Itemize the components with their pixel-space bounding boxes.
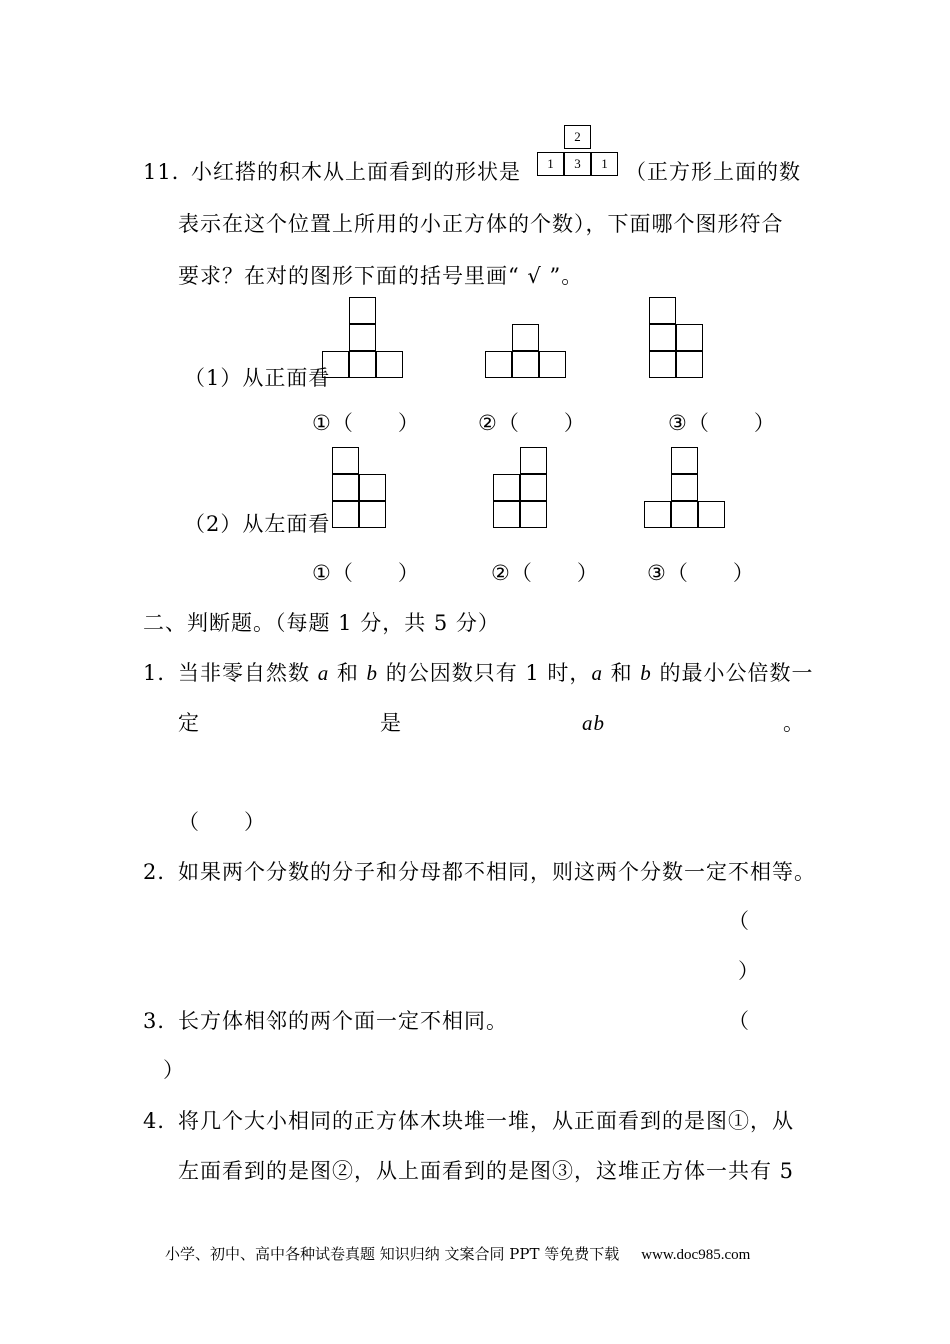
left-figure-3 [644, 447, 728, 531]
judge1-answer-paren[interactable]: （ ） [178, 810, 266, 834]
judge1-text-e: 的最小公倍数一 [651, 661, 814, 685]
part2-option-1[interactable]: ①（ ） [312, 561, 420, 585]
judge4-number: 4． [143, 1109, 180, 1133]
footer-text: 小学、初中、高中各种试卷真题 知识归纳 文案合同 PPT 等免费下载 [165, 1245, 620, 1263]
judge1-text-b: 和 [329, 661, 367, 685]
judge1-text-d: 和 [602, 661, 641, 685]
top-view-cell-top: 2 [564, 125, 591, 149]
q11-line2: 表示在这个位置上所用的小正方体的个数），下面哪个图形符合 [178, 212, 784, 236]
judge1-number: 1． [143, 661, 180, 685]
left1-cell [332, 474, 359, 501]
left3-cell [671, 501, 698, 528]
front1-cell [349, 297, 376, 324]
left3-cell [698, 501, 725, 528]
left1-cell [332, 501, 359, 528]
front1-cell [349, 324, 376, 351]
part1-option-2[interactable]: ②（ ） [478, 411, 586, 435]
left2-cell [520, 501, 547, 528]
front2-cell [485, 351, 512, 378]
part2-option-3[interactable]: ③（ ） [647, 561, 755, 585]
judge1-text-c: 的公因数只有 1 时， [378, 661, 592, 685]
front-figure-3 [649, 297, 706, 381]
front-figure-2 [485, 324, 569, 381]
judge3-paren-open[interactable]: （ [728, 1009, 750, 1033]
top-view-cell-middle: 3 [564, 152, 591, 176]
front2-cell [512, 324, 539, 351]
left3-cell [644, 501, 671, 528]
left1-cell [359, 501, 386, 528]
left2-cell [520, 447, 547, 474]
front1-cell [349, 351, 376, 378]
part1-label: （1）从正面看 [184, 366, 331, 390]
judge1-text-a: 当非零自然数 [178, 661, 318, 685]
front3-cell [676, 351, 703, 378]
top-view-diagram [537, 125, 621, 179]
judge2-number: 2． [143, 860, 180, 884]
q11-number: 11． [143, 160, 194, 184]
front1-cell [376, 351, 403, 378]
q11-line3: 要求？在对的图形下面的括号里画“ √ ”。 [178, 264, 584, 288]
q11-text-before: 小红搭的积木从上面看到的形状是 [191, 160, 521, 184]
judge1-line2-word-3 [582, 709, 605, 737]
left1-cell [332, 447, 359, 474]
part2-option-2[interactable]: ②（ ） [491, 561, 599, 585]
judge1-line2-word-2: 是 [380, 711, 402, 735]
judge1-line1 [178, 659, 813, 687]
footer-url[interactable]: www.doc985.com [641, 1247, 751, 1263]
q11-text-after: （正方形上面的数 [625, 160, 801, 184]
left3-cell [671, 447, 698, 474]
front3-cell [649, 351, 676, 378]
left1-cell [359, 474, 386, 501]
top-view-cell-left: 1 [537, 152, 564, 176]
judge3-number: 3． [143, 1009, 180, 1033]
part1-option-1[interactable]: ①（ ） [312, 411, 420, 435]
part1-option-3[interactable]: ③（ ） [668, 411, 776, 435]
top-view-cell-right: 1 [591, 152, 618, 176]
front-figure-1 [322, 297, 406, 381]
left-figure-1 [332, 447, 389, 531]
front3-cell [649, 297, 676, 324]
var-b: b [640, 661, 652, 685]
var-a: a [591, 661, 603, 685]
var-b: b [366, 661, 379, 685]
left2-cell [520, 474, 547, 501]
judge2-text: 如果两个分数的分子和分母都不相同，则这两个分数一定不相等。 [178, 860, 816, 884]
section-heading: 二、判断题。（每题 1 分，共 5 分） [143, 611, 500, 635]
var-ab: ab [582, 711, 605, 735]
judge1-line2-word-4: 。 [783, 711, 805, 735]
part2-label: （2）从左面看 [184, 512, 331, 536]
judge1-line2-word-1: 定 [178, 711, 200, 735]
judge3-paren-close[interactable]: ） [163, 1058, 185, 1082]
var-a: a [317, 661, 330, 685]
front2-cell [512, 351, 539, 378]
judge4-line2: 左面看到的是图②，从上面看到的是图③，这堆正方体一共有 5 [178, 1159, 795, 1183]
front2-cell [539, 351, 566, 378]
left3-cell [671, 474, 698, 501]
judge2-paren-open[interactable]: （ [728, 909, 750, 933]
judge3-text: 长方体相邻的两个面一定不相同。 [178, 1009, 508, 1033]
left2-cell [493, 501, 520, 528]
left-figure-2 [493, 447, 550, 531]
front3-cell [676, 324, 703, 351]
front1-cell [322, 351, 349, 378]
front3-cell [649, 324, 676, 351]
judge2-paren-close[interactable]: ） [738, 959, 760, 983]
judge4-line1: 将几个大小相同的正方体木块堆一堆，从正面看到的是图①，从 [178, 1109, 794, 1133]
page-footer [165, 1244, 750, 1265]
left2-cell [493, 474, 520, 501]
